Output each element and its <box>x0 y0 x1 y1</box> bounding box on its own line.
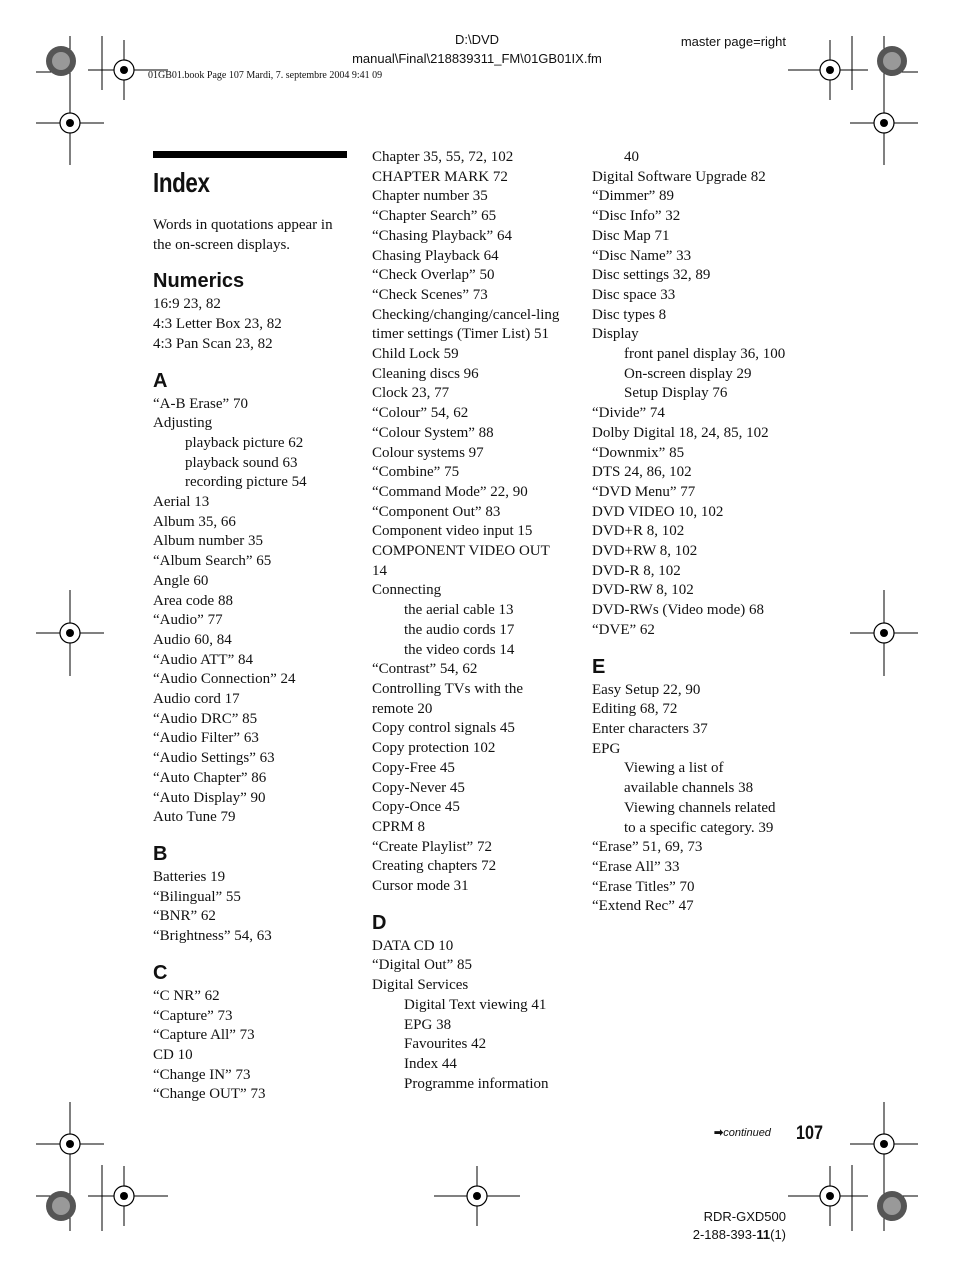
section-heading-b: B <box>153 842 168 865</box>
index-entry-group <box>592 168 786 345</box>
index-entry: DVD-RW 8, 102 <box>592 582 694 599</box>
index-entry: “Check Scenes” 73 <box>372 286 488 303</box>
index-sub-entry: recording picture 54 <box>185 474 307 491</box>
index-entry: DVD-RWs (Video mode) 68 <box>592 602 764 619</box>
document-code <box>693 1226 786 1244</box>
index-entry: “Erase” 51, 69, 73 <box>592 839 703 856</box>
index-entry: Album number 35 <box>153 533 263 550</box>
index-sub-entry: Setup Display 76 <box>624 385 728 402</box>
index-sub-entry: the audio cords 17 <box>404 621 515 638</box>
index-entry: Enter characters 37 <box>592 720 708 737</box>
index-entry: “Chapter Search” 65 <box>372 208 497 225</box>
code-suffix: (1) <box>770 1227 786 1242</box>
index-sub-entry: playback sound 63 <box>185 454 298 471</box>
index-entry-group <box>153 868 347 947</box>
index-entry: DVD+RW 8, 102 <box>592 543 698 560</box>
index-column-2 <box>372 148 567 1094</box>
index-entry: “Dimmer” 89 <box>592 188 675 205</box>
index-entry: Disc Map 71 <box>592 227 670 244</box>
index-entry: “Disc Info” 32 <box>592 208 681 225</box>
index-entry: “Album Search” 65 <box>153 553 272 570</box>
index-sub-entry: 40 <box>624 149 639 165</box>
index-entry: DVD-R 8, 102 <box>592 562 681 579</box>
index-entry: Area code 88 <box>153 592 233 609</box>
index-entry: Disc settings 32, 89 <box>592 267 711 284</box>
file-path-header <box>0 30 954 68</box>
index-entry: DATA CD 10 <box>372 937 454 954</box>
index-entry: Clock 23, 77 <box>372 385 450 402</box>
index-entry-group <box>372 345 567 542</box>
index-entry: Copy protection 102 <box>372 740 496 757</box>
index-entry: “A-B Erase” 70 <box>153 395 248 412</box>
index-entry: “BNR” 62 <box>153 908 216 925</box>
index-entry-group <box>372 601 567 660</box>
index-entry: Copy-Free 45 <box>372 759 455 776</box>
index-entry-group <box>153 434 347 493</box>
section-heading-numerics: Numerics <box>153 270 245 293</box>
index-entry: “Command Mode” 22, 90 <box>372 483 528 500</box>
index-sub-entry: to a specific category. 39 <box>624 819 774 836</box>
index-entry: “DVE” 62 <box>592 621 655 638</box>
index-entry: “Capture” 73 <box>153 1007 233 1024</box>
index-entry: CPRM 8 <box>372 818 425 835</box>
index-entry: DVD VIDEO 10, 102 <box>592 503 724 520</box>
index-entry: “Audio DRC” 85 <box>153 710 258 727</box>
index-entry: Controlling TVs with the remote 20 <box>372 680 523 717</box>
index-entry: Disc space 33 <box>592 286 676 303</box>
index-entry: “Auto Chapter” 86 <box>153 769 267 786</box>
index-entry: “Change IN” 73 <box>153 1066 251 1083</box>
index-entry: Connecting <box>372 582 442 599</box>
index-entry: “Chasing Playback” 64 <box>372 227 512 244</box>
index-entry: “Erase All” 33 <box>592 858 680 875</box>
index-entry: Colour systems 97 <box>372 444 484 461</box>
index-entry: Disc types 8 <box>592 306 667 323</box>
index-entry-group <box>153 295 347 354</box>
index-entry: Component video input 15 <box>372 523 533 540</box>
index-entry: “C NR” 62 <box>153 987 220 1004</box>
index-entry: “Component Out” 83 <box>372 503 501 520</box>
index-entry: “Colour System” 88 <box>372 424 494 441</box>
index-entry: Copy-Never 45 <box>372 779 465 796</box>
section-heading-c: C <box>153 961 168 984</box>
index-sub-entry: Viewing a list of <box>624 760 724 777</box>
file-path-line-1: D:\DVD <box>454 32 500 47</box>
index-entry: Copy control signals 45 <box>372 720 515 737</box>
index-entry: “Capture All” 73 <box>153 1027 255 1044</box>
index-entry: “Combine” 75 <box>372 464 460 481</box>
section-heading-e: E <box>592 655 606 678</box>
index-entry-group <box>592 365 786 404</box>
page-number: 107 <box>796 1123 823 1144</box>
index-entry: CHAPTER MARK 72 <box>372 168 508 185</box>
continued-label <box>714 1126 771 1139</box>
index-entry-group <box>592 838 786 917</box>
index-entry: “Change OUT” 73 <box>153 1086 266 1103</box>
book-info-line: 01GB01.book Page 107 Mardi, 7. septembre 2004 9:41 09 <box>148 70 383 81</box>
index-entry: “Divide” 74 <box>592 405 665 422</box>
index-entry: Audio 60, 84 <box>153 631 232 648</box>
index-entry: “Audio Connection” 24 <box>153 671 296 688</box>
index-entry-group <box>592 759 786 838</box>
index-entry-group <box>153 493 347 828</box>
index-entry-group <box>372 660 567 680</box>
index-entry: Chasing Playback 64 <box>372 247 499 264</box>
index-entry: “Create Playlist” 72 <box>372 838 492 855</box>
index-entry: Editing 68, 72 <box>592 701 678 718</box>
index-sub-entry: front panel display 36, 100 <box>624 346 786 363</box>
index-entry: CD 10 <box>153 1046 193 1063</box>
index-entry: “Disc Name” 33 <box>592 247 692 264</box>
index-entry: “Audio ATT” 84 <box>153 651 253 668</box>
index-entry: Easy Setup 22, 90 <box>592 681 701 698</box>
index-entry: Creating chapters 72 <box>372 858 497 875</box>
code-prefix: 2-188-393- <box>692 1227 757 1242</box>
index-entry: “Audio” 77 <box>153 612 223 629</box>
index-column-3 <box>592 148 786 917</box>
index-entry: “Colour” 54, 62 <box>372 405 469 422</box>
index-entry: DTS 24, 86, 102 <box>592 464 692 481</box>
index-entry-group <box>372 719 567 896</box>
index-entry: Display <box>592 326 639 343</box>
index-entry: “Digital Out” 85 <box>372 957 472 974</box>
index-entry: Album 35, 66 <box>153 513 236 530</box>
index-entry-group <box>592 681 786 760</box>
index-entry: Digital Services <box>372 977 469 994</box>
index-entry-group <box>592 404 786 640</box>
title-rule <box>153 151 347 158</box>
index-entry: Dolby Digital 18, 24, 85, 102 <box>592 424 769 441</box>
continued-text: continued <box>723 1127 771 1139</box>
index-entry: Auto Tune 79 <box>153 809 236 826</box>
index-entry: “Audio Filter” 63 <box>153 730 259 747</box>
index-entry: 16:9 23, 82 <box>153 296 221 313</box>
index-sub-entry: the aerial cable 13 <box>404 602 514 619</box>
index-entry: Adjusting <box>153 415 213 432</box>
index-entry: Aerial 13 <box>153 494 210 511</box>
index-entry: “Check Overlap” 50 <box>372 267 495 284</box>
index-sub-entry: Viewing channels related <box>624 799 776 816</box>
index-sub-entry: the video cords 14 <box>404 641 515 658</box>
index-entry: “Contrast” 54, 62 <box>372 661 478 678</box>
index-sub-entry: playback picture 62 <box>185 434 304 451</box>
index-entry: Audio cord 17 <box>153 691 240 708</box>
index-entry: Digital Software Upgrade 82 <box>592 168 766 185</box>
index-sub-entry: On-screen display 29 <box>624 365 752 382</box>
index-entry-group <box>372 148 567 306</box>
section-heading-d: D <box>372 911 387 934</box>
index-entry: Copy-Once 45 <box>372 799 460 816</box>
index-entry-group <box>153 395 347 434</box>
index-entry: EPG <box>592 740 621 757</box>
page-title: Index <box>153 167 210 198</box>
index-sub-entry: Digital Text viewing 41 <box>404 996 547 1013</box>
index-entry: 4:3 Letter Box 23, 82 <box>153 316 282 333</box>
index-entry: “Bilingual” 55 <box>153 888 241 905</box>
index-sub-entry: Index 44 <box>404 1055 457 1072</box>
index-entry: DVD+R 8, 102 <box>592 523 685 540</box>
index-entry: Chapter number 35 <box>372 188 488 205</box>
index-entry: “Audio Settings” 63 <box>153 750 275 767</box>
arrow-right-icon: ➡ <box>714 1127 724 1139</box>
index-entry: “Brightness” 54, 63 <box>153 928 272 945</box>
index-sub-entry: available channels 38 <box>624 780 754 797</box>
index-entry: Child Lock 59 <box>372 346 459 363</box>
index-entry: Checking/changing/cancel-ling timer settings (Timer List) 51 <box>372 306 560 343</box>
index-entry: “DVD Menu” 77 <box>592 483 696 500</box>
index-entry: “Auto Display” 90 <box>153 789 266 806</box>
index-entry: Chapter 35, 55, 72, 102 <box>372 149 514 165</box>
index-entry: COMPONENT VIDEO OUT 14 <box>372 543 550 579</box>
section-heading-a: A <box>153 369 168 392</box>
index-entry: 4:3 Pan Scan 23, 82 <box>153 335 273 352</box>
index-entry-group <box>372 937 567 996</box>
index-entry: Cursor mode 31 <box>372 878 469 895</box>
index-entry-group <box>372 996 567 1075</box>
model-name: RDR-GXD500 <box>703 1209 786 1224</box>
model-info <box>693 1208 786 1244</box>
index-entry: Angle 60 <box>153 572 209 589</box>
index-entry: “Erase Titles” 70 <box>592 878 695 895</box>
index-sub-entry: Favourites 42 <box>404 1036 487 1053</box>
intro-text: Words in quotations appear in the on-screen displays. <box>153 217 333 253</box>
index-entry: “Downmix” 85 <box>592 444 685 461</box>
index-column-1 <box>153 148 347 1105</box>
master-page-label: master page=right <box>680 34 786 49</box>
index-entry: Batteries 19 <box>153 868 226 885</box>
index-entry: “Extend Rec” 47 <box>592 898 694 915</box>
code-bold: 11 <box>756 1227 771 1242</box>
index-entry-group <box>153 987 347 1105</box>
index-sub-entry: Programme information <box>404 1075 549 1092</box>
index-entry: Cleaning discs 96 <box>372 365 479 382</box>
index-sub-entry: EPG 38 <box>404 1016 452 1033</box>
file-path-line-2: manual\Final\218839311_FM\01GB01IX.fm <box>352 51 602 66</box>
